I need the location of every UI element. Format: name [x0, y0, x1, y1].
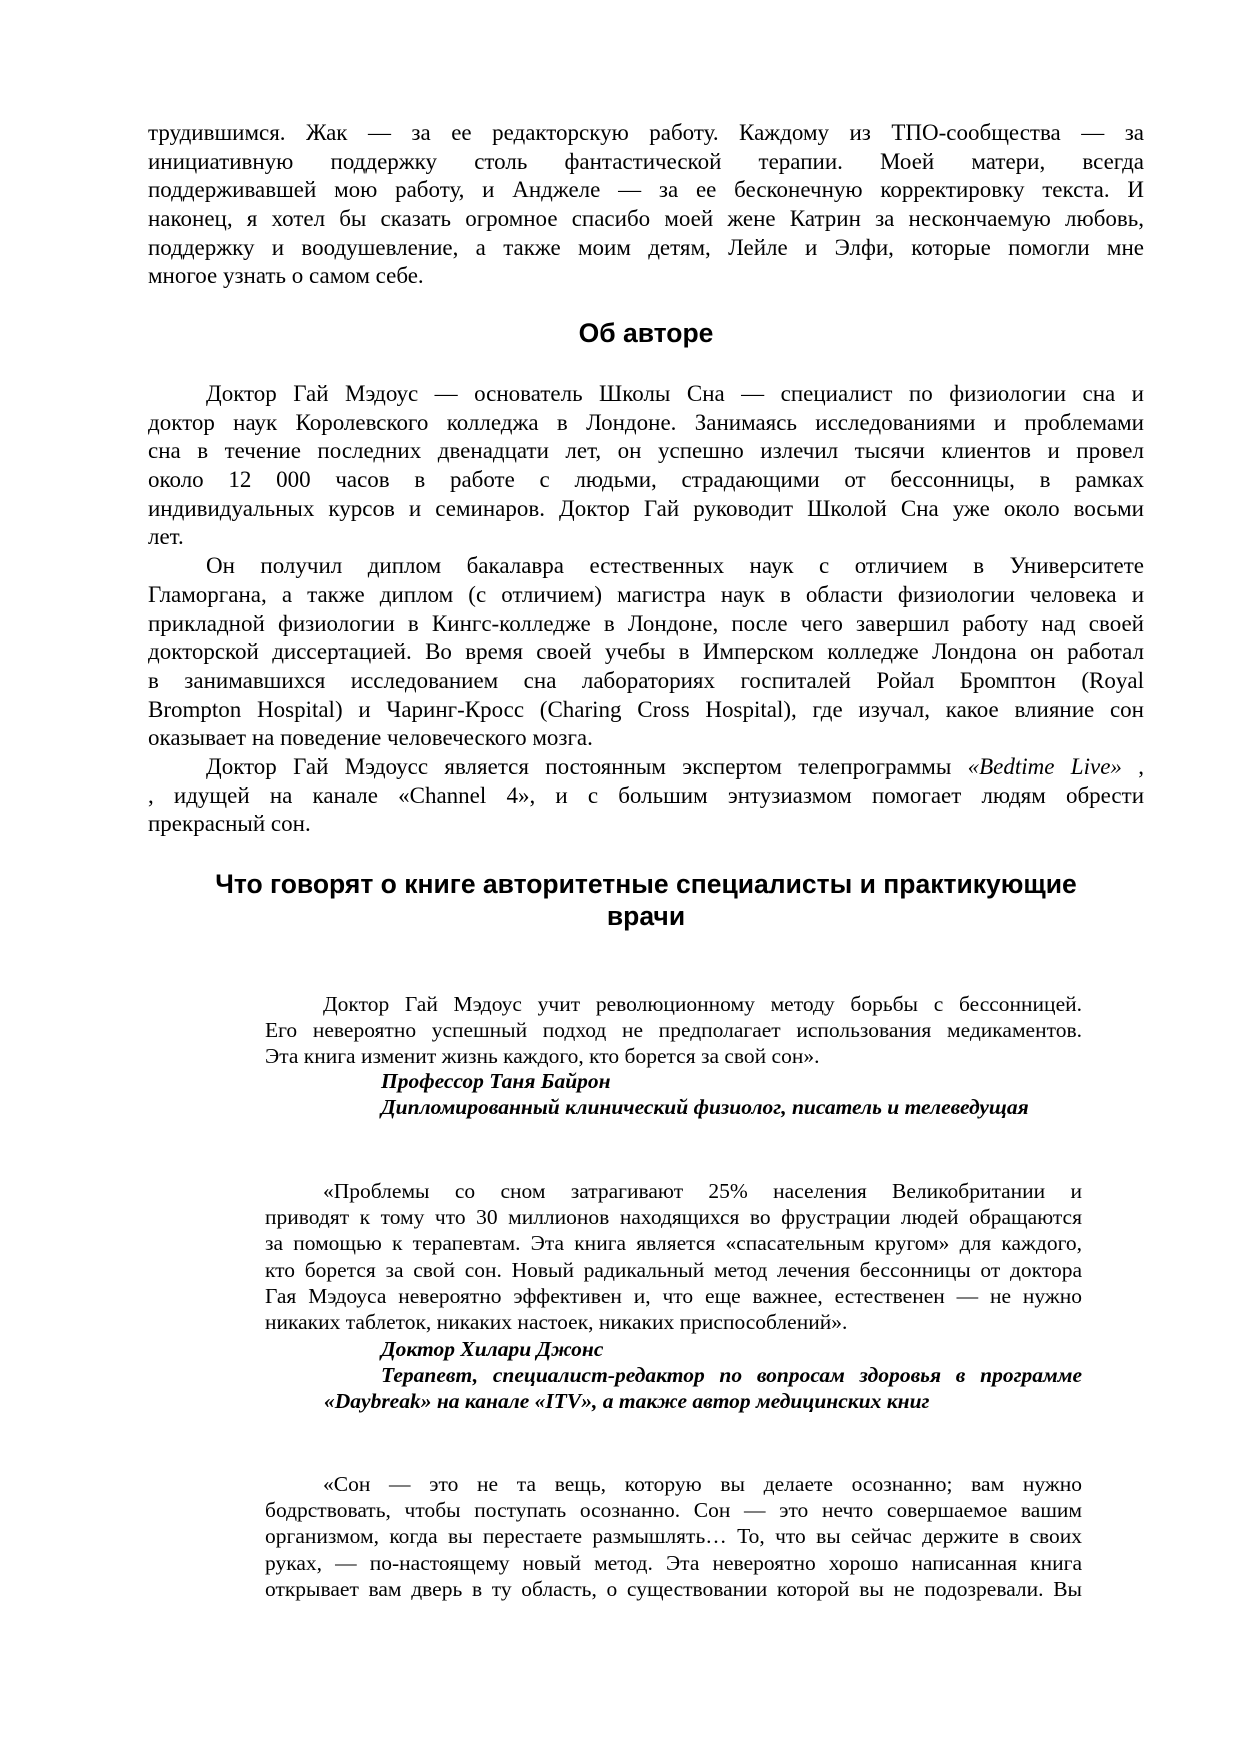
text-line: открывает вам дверь в ту область, о существовании которой вы не подозревали. Вы [265, 1576, 1082, 1601]
text-line: лет. [148, 524, 184, 550]
text-line: Доктор Гай Мэдоус учит революционному методу борьбы с бессонницей. [323, 992, 1082, 1016]
text-line: за помощью к терапевтам. Эта книга является «спасательным кругом» для каждого, [265, 1231, 1082, 1256]
text-line [148, 753, 1144, 782]
text-line: в занимавшихся исследованием сна лабораториях госпиталей Ройал Бромптон (Royal [148, 667, 1144, 693]
text-line: «Сон — это не та вещь, которую вы делаете осознанно; вам нужно [323, 1472, 1082, 1496]
acknowledgements-paragraph [148, 119, 1144, 291]
text-line: сна в течение последних двенадцати лет, он успешно излечил тысячи клиентов и провел [148, 438, 1144, 464]
text-line: поддержку и воодушевление, а также моим детям, Лейле и Элфи, которые помогли мне [148, 234, 1144, 260]
text-line: Доктор Гай Мэдоус — основатель Школы Сна — специалист по физиологии сна и [206, 381, 1144, 406]
text-line: поддерживавшей мою работу, и Анджеле — за ее бесконечную корректировку текста. И [148, 177, 1144, 203]
text-line: Его невероятно успешный подход не предполагает использования медикаментов. [265, 1018, 1082, 1043]
paragraph [148, 552, 1144, 753]
text-line: бодрствовать, чтобы поступать осознанно. Сон — это нечто совершаемое вашим [265, 1498, 1082, 1523]
review-author: Доктор Хилари Джонс [381, 1337, 604, 1361]
review-quote [265, 991, 1082, 1070]
review-attribution [265, 1336, 1082, 1415]
text-segment: Доктор Гай Мэдоусс является постоянным экспертом телепрограммы [206, 753, 968, 779]
review-quote [265, 1178, 1082, 1335]
text-line: прекрасный сон. [148, 811, 311, 837]
text-line: трудившимся. Жак — за ее редакторскую работу. Каждому из ТПО-сообщества — за [148, 120, 1144, 145]
review-author-role: Терапевт, специалист-редактор по вопросам здоровья в программе [381, 1363, 1082, 1388]
paragraph [148, 380, 1144, 552]
text-segment: , [1121, 753, 1144, 779]
text-line: Brompton Hospital) и Чаринг-Кросс (Charing Cross Hospital), где изучал, какое влияние сон [148, 696, 1144, 722]
text-line: оказывает на поведение человеческого мозга. [148, 725, 593, 751]
text-line: , идущей на канале «Channel 4», и с большим энтузиазмом помогает людям обрести [148, 782, 1144, 808]
review-attribution [265, 1068, 1082, 1120]
text-line: докторской диссертацией. Во время своей учебы в Имперском колледже Лондона он работал [148, 639, 1144, 665]
text-line: многое узнать о самом себе. [148, 263, 424, 289]
text-line: никаких таблеток, никаких настоек, никаких приспособлений». [265, 1309, 848, 1334]
about-author-text [148, 380, 1144, 839]
text-line: кто борется за свой сон. Новый радикальный метод лечения бессонницы от доктора [265, 1257, 1082, 1282]
text-line: наконец, я хотел бы сказать огромное спасибо моей жене Катрин за нескончаемую любовь, [148, 206, 1144, 232]
review-author-role: «Daybreak» на канале «ITV», а также автор медицинских книг [324, 1389, 930, 1414]
text-line: около 12 000 часов в работе с людьми, страдающими от бессонницы, в рамках [148, 467, 1144, 493]
text-line: прикладной физиологии в Кингс-колледже в Лондоне, после чего завершил работу над своей [148, 610, 1144, 636]
text-line: Он получил диплом бакалавра естественных наук с отличием в Университете [206, 553, 1144, 579]
reviews-heading [148, 868, 1144, 932]
italic-title: «Bedtime Live» [967, 753, 1122, 779]
reviews-heading-line: Что говорят о книге авторитетные специалисты и практикующие [215, 869, 1077, 899]
text-line: доктор наук Королевского колледжа в Лондоне. Занимаясь исследованиями и проблемами [148, 409, 1144, 435]
text-line: «Проблемы со сном затрагивают 25% населения Великобритании и [323, 1179, 1082, 1203]
text-line: руках, — по-настоящему новый метод. Эта невероятно хорошо написанная книга [265, 1550, 1082, 1575]
text-line: приводят к тому что 30 миллионов находящихся во фрустрации людей обращаются [265, 1205, 1082, 1230]
text-line: индивидуальных курсов и семинаров. Доктор Гай руководит Школой Сна уже около восьми [148, 495, 1144, 521]
text-line: организмом, когда вы перестаете размышлять… То, что вы сейчас держите в своих [265, 1524, 1082, 1549]
text-line: Гая Мэдоуса невероятно эффективен и, что еще важнее, естественен — не нужно [265, 1283, 1082, 1308]
text-line: инициативную поддержку столь фантастической терапии. Моей матери, всегда [148, 148, 1144, 174]
paragraph [148, 753, 1144, 839]
text-line: Гламоргана, а также диплом (с отличием) магистра наук в области физиологии человека и [148, 581, 1144, 607]
text-line: Эта книга изменит жизнь каждого, кто борется за свой сон». [265, 1044, 820, 1069]
reviews-heading-line: врачи [606, 901, 686, 931]
about-author-heading: Об авторе [578, 318, 714, 348]
review-quote [265, 1471, 1082, 1602]
review-author: Профессор Таня Байрон [381, 1069, 611, 1093]
review-author-role: Дипломированный клинический физиолог, писатель и телеведущая [381, 1095, 1029, 1120]
